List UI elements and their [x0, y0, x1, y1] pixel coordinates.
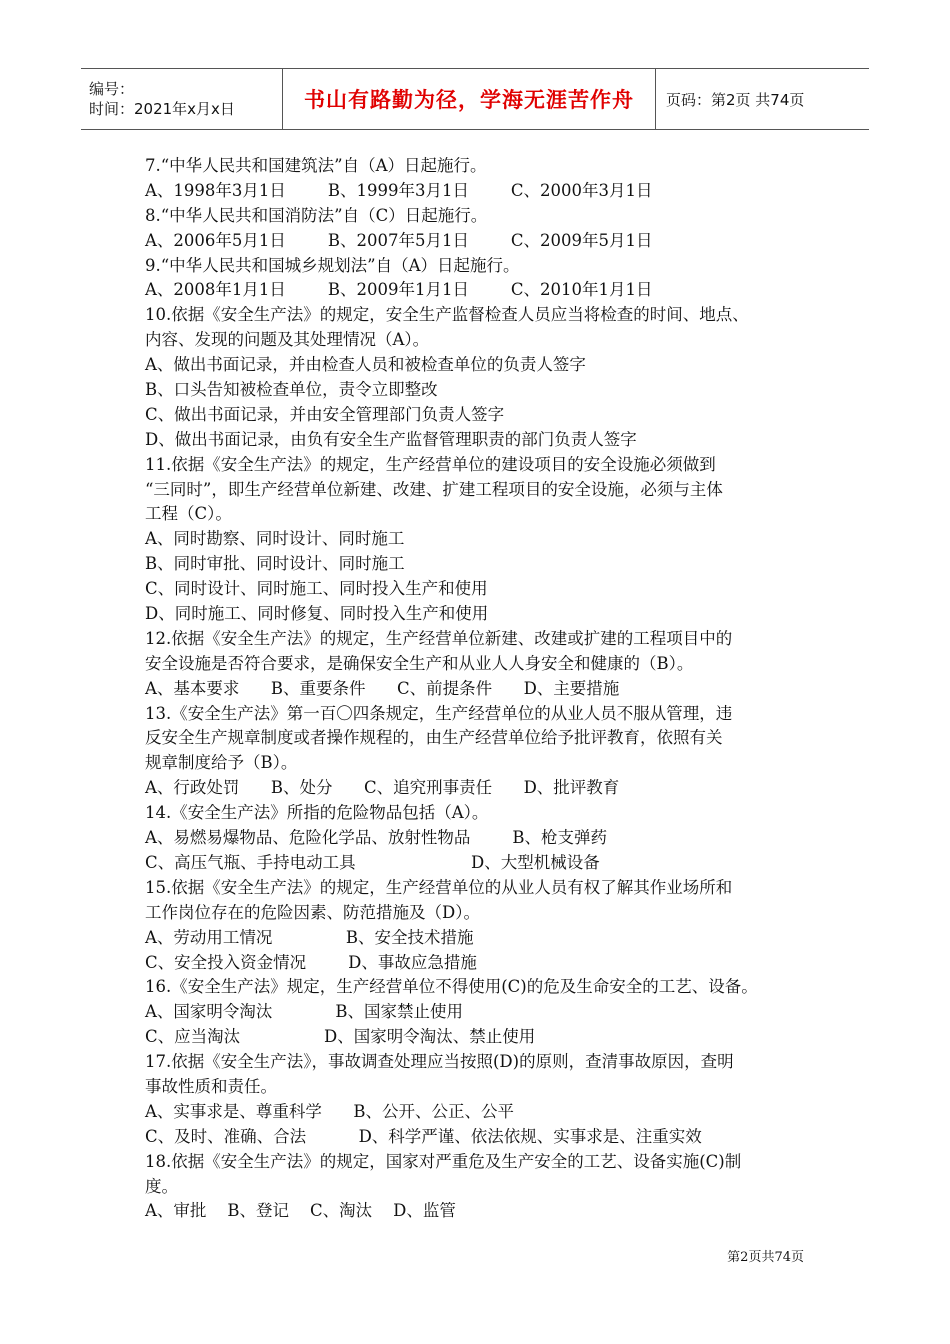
text-line: A、同时勘察、同时设计、同时施工: [145, 529, 405, 549]
header-number-label: 编号：: [89, 80, 135, 98]
header-meta: [81, 69, 283, 129]
header-motto-cell: [283, 69, 656, 129]
text-line: 7.“中华人民共和国建筑法”自（A）日起施行。: [145, 156, 487, 175]
text-line: 14.《安全生产法》所指的危险物品包括（A）。: [145, 803, 489, 823]
text-line: D、做出书面记录，由负有安全生产监督管理职责的部门负责人签字: [145, 429, 637, 449]
text-line: 16.《安全生产法》规定，生产经营单位不得使用(C)的危及生命安全的工艺、设备。: [145, 977, 758, 997]
text-line: A、国家明令淘汰 B、国家禁止使用: [145, 1002, 463, 1022]
text-line: 8.“中华人民共和国消防法”自（C）日起施行。: [145, 205, 488, 225]
page-footer: 第2页共74页: [727, 1250, 804, 1265]
text-line: 工作岗位存在的危险因素、防范措施及（D）。: [145, 902, 480, 922]
text-line: 事故性质和责任。: [145, 1076, 277, 1096]
text-line: C、高压气瓶、手持电动工具 D、大型机械设备: [145, 852, 600, 872]
text-line: 18.依据《安全生产法》的规定，国家对严重危及生产安全的工艺、设备实施(C)制: [145, 1151, 742, 1171]
text-line: A、2006年5月1日 B、2007年5月1日 C、2009年5月1日: [145, 230, 653, 250]
header-page-label: 页码：第2页 共74页: [666, 90, 805, 109]
text-line: 17.依据《安全生产法》，事故调查处理应当按照(D)的原则，查清事故原因，查明: [145, 1052, 734, 1072]
text-line: B、同时审批、同时设计、同时施工: [145, 554, 405, 574]
text-line: C、同时设计、同时施工、同时投入生产和使用: [145, 579, 488, 599]
text-line: A、实事求是、尊重科学 B、公开、公正、公平: [145, 1101, 515, 1121]
text-line: 度。: [145, 1176, 178, 1196]
text-line: 规章制度给予（B）。: [145, 753, 298, 773]
text-line: A、基本要求 B、重要条件 C、前提条件 D、主要措施: [145, 678, 620, 698]
text-line: A、行政处罚 B、处分 C、追究刑事责任 D、批评教育: [145, 778, 620, 798]
text-line: 9.“中华人民共和国城乡规划法”自（A）日起施行。: [145, 255, 520, 275]
header-page-cell: [656, 69, 869, 129]
text-line: D、同时施工、同时修复、同时投入生产和使用: [145, 604, 489, 624]
text-line: 13.《安全生产法》第一百〇四条规定，生产经营单位的从业人员不服从管理，违: [145, 703, 733, 723]
text-line: C、及时、准确、合法 D、科学严谨、依法依规、实事求是、注重实效: [145, 1126, 702, 1146]
header-time-label: 时间：2021年x月x日: [89, 100, 235, 118]
text-line: 内容、发现的问题及其处理情况（A）。: [145, 330, 430, 350]
text-line: 10.依据《安全生产法》的规定，安全生产监督检查人员应当将检查的时间、地点、: [145, 305, 749, 325]
text-line: 反安全生产规章制度或者操作规程的，由生产经营单位给予批评教育，依照有关: [145, 728, 723, 748]
text-line: A、1998年3月1日 B、1999年3月1日 C、2000年3月1日: [145, 180, 653, 200]
text-line: A、做出书面记录，并由检查人员和被检查单位的负责人签字: [145, 355, 586, 375]
text-line: 11.依据《安全生产法》的规定，生产经营单位的建设项目的安全设施必须做到: [145, 454, 716, 474]
page-header: [81, 68, 869, 130]
text-line: C、做出书面记录，并由安全管理部门负责人签字: [145, 404, 505, 424]
text-line: 12.依据《安全生产法》的规定，生产经营单位新建、改建或扩建的工程项目中的: [145, 628, 733, 648]
text-line: 安全设施是否符合要求，是确保安全生产和从业人人身安全和健康的（B）。: [145, 653, 694, 673]
text-line: A、审批 B、登记 C、淘汰 D、监管: [145, 1201, 456, 1221]
text-line: B、口头告知被检查单位，责令立即整改: [145, 380, 438, 400]
text-line: A、劳动用工情况 B、安全技术措施: [145, 927, 474, 947]
text-line: 15.依据《安全生产法》的规定，生产经营单位的从业人员有权了解其作业场所和: [145, 877, 733, 897]
text-line: C、安全投入资金情况 D、事故应急措施: [145, 952, 477, 972]
text-line: 工程（C）。: [145, 504, 232, 524]
header-motto: 书山有路勤为径，学海无涯苦作舟: [304, 88, 634, 112]
question-list: [145, 154, 825, 1224]
text-line: “三同时”，即生产经营单位新建、改建、扩建工程项目的安全设施，必须与主体: [145, 479, 723, 499]
text-line: A、2008年1月1日 B、2009年1月1日 C、2010年1月1日: [145, 280, 653, 300]
text-line: C、应当淘汰 D、国家明令淘汰、禁止使用: [145, 1027, 536, 1047]
text-line: A、易燃易爆物品、危险化学品、放射性物品 B、枪支弹药: [145, 828, 607, 848]
